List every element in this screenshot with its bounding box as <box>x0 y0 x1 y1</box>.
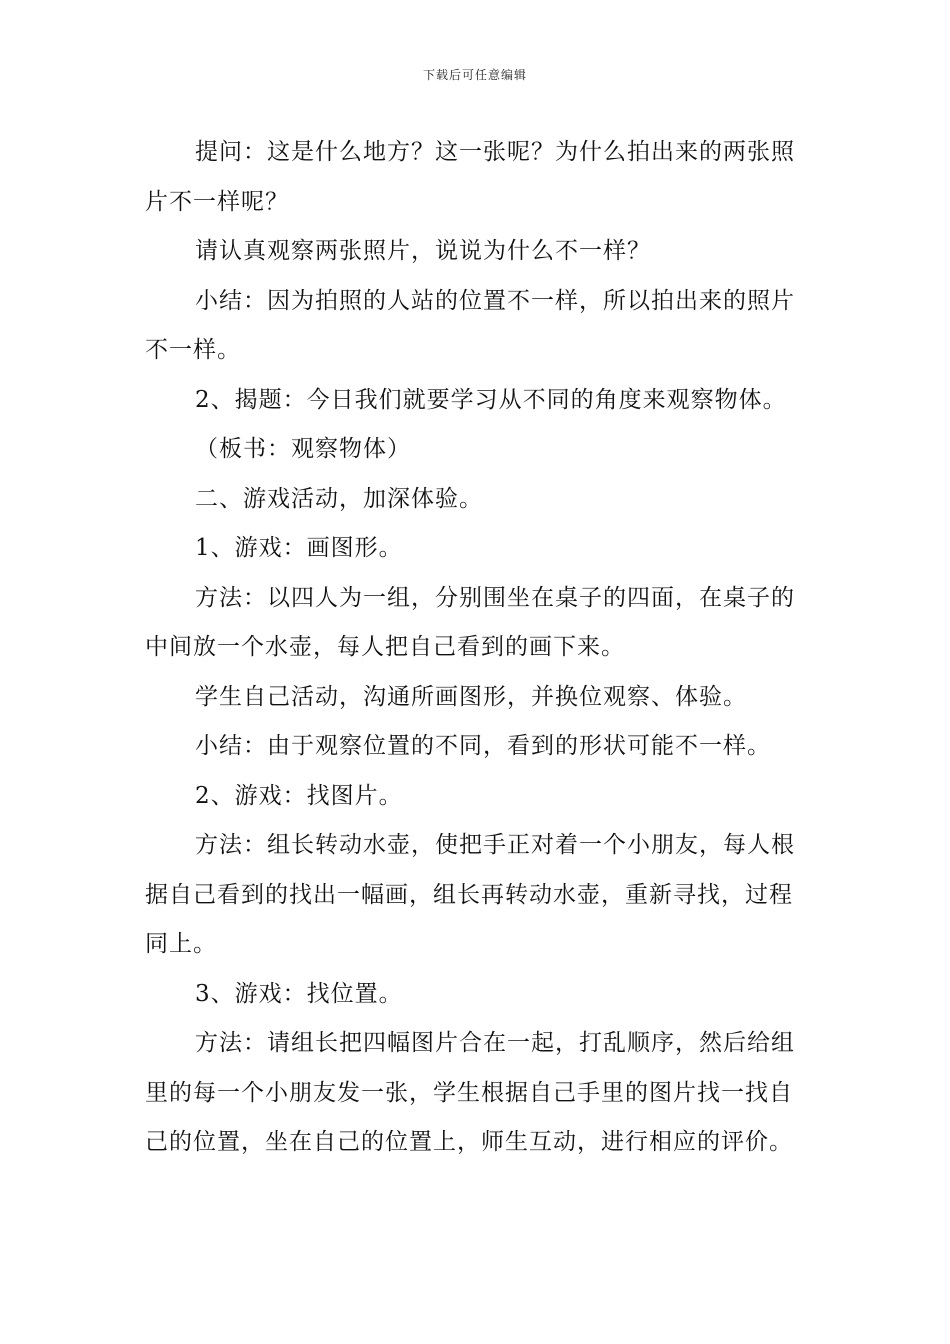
paragraph-student-activity: 学生自己活动，沟通所画图形，并换位观察、体验。 <box>195 683 747 710</box>
paragraph-observe: 请认真观察两张照片，说说为什么不一样？ <box>195 238 651 264</box>
paragraph-question: 提问：这是什么地方？这一张呢？为什么拍出来的两张照片不一样呢？ <box>145 139 795 215</box>
game-3-title: 3、游戏：找位置。 <box>195 980 403 1007</box>
game-1-title: 1、游戏：画图形。 <box>195 535 403 561</box>
game-2-title: 2、游戏：找图片。 <box>195 782 403 809</box>
document-body <box>145 128 815 1168</box>
game-3-method: 方法：请组长把四幅图片合在一起，打乱顺序，然后给组里的每一个小朋友发一张，学生根据自己手里的图片找一找自己的位置，坐在自己的位置上，师生互动，进行相应的评价。 <box>145 1030 795 1155</box>
paragraph-summary-2: 小结：由于观察位置的不同，看到的形状可能不一样。 <box>195 733 771 759</box>
paragraph-summary-1: 小结：因为拍照的人站的位置不一样，所以拍出来的照片不一样。 <box>145 287 795 363</box>
header-note: 下载后可任意编辑 <box>422 68 527 82</box>
section-heading-games: 二、游戏活动，加深体验。 <box>195 485 483 512</box>
paragraph-board-note: （板书：观察物体） <box>195 436 411 462</box>
game-2-method: 方法：组长转动水壶，使把手正对着一个小朋友，每人根据自己看到的找出一幅画，组长再转动水壶，重新寻找，过程同上。 <box>145 832 795 957</box>
game-1-method: 方法：以四人为一组，分别围坐在桌子的四面，在桌子的中间放一个水壶，每人把自己看到的画下来。 <box>145 584 795 660</box>
paragraph-reveal-topic: 2、揭题：今日我们就要学习从不同的角度来观察物体。 <box>195 386 787 413</box>
